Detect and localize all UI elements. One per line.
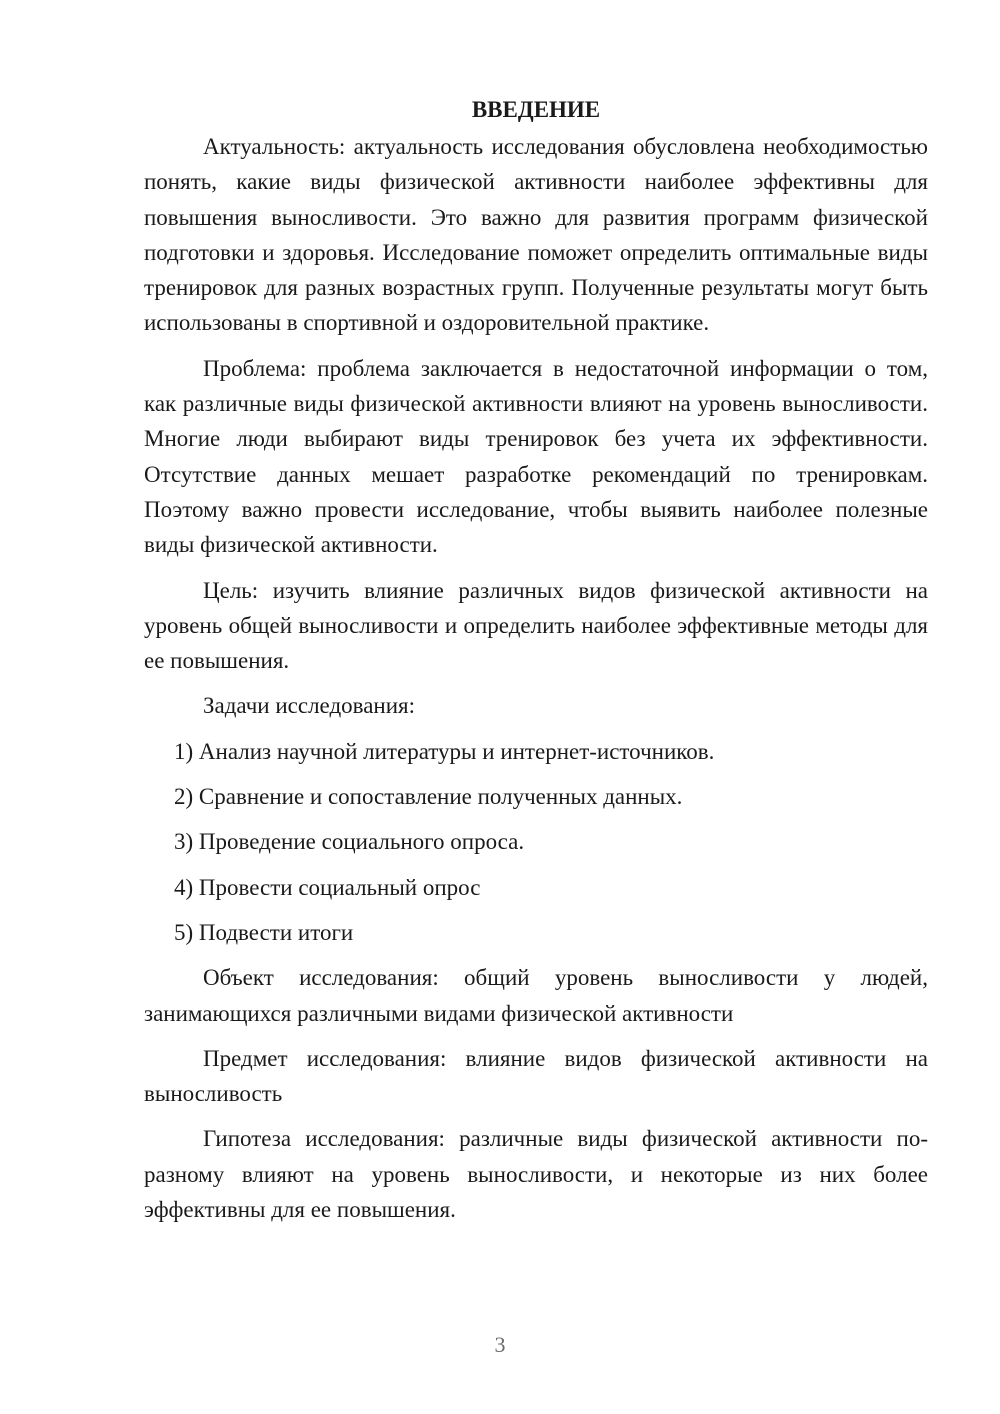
relevance-paragraph: Актуальность: актуальность исследования обусловлена необходимостью понять, какие виды физической активности наиболее эффективны для повышения выносливости. Это важно для развития программ физической подготовки и здоровья. Исследование поможет определить оптимальные виды тренировок для разных возрастных групп. Полученные результаты могут быть использованы в спортивной и оздоровительной практике. bbox=[144, 134, 928, 336]
subject-paragraph: Предмет исследования: влияние видов физической активности на выносливость bbox=[144, 1045, 928, 1107]
task-item: 2) Сравнение и сопоставление полученных данных. bbox=[174, 784, 683, 810]
task-item: 1) Анализ научной литературы и интернет-источников. bbox=[174, 738, 715, 764]
tasks-heading: Задачи исследования: bbox=[203, 693, 416, 719]
goal-paragraph: Цель: изучить влияние различных видов физической активности на уровень общей выносливости и определить наиболее эффективные методы для ее повышения. bbox=[144, 577, 928, 674]
tasks-list bbox=[144, 734, 928, 950]
hypothesis-paragraph: Гипотеза исследования: различные виды физической активности по-разному влияют на уровень выносливости, и некоторые из них более эффективны для ее повышения. bbox=[144, 1126, 928, 1223]
task-item: 4) Провести социальный опрос bbox=[174, 874, 481, 900]
task-item: 3) Проведение социального опроса. bbox=[174, 829, 525, 855]
task-item: 5) Подвести итоги bbox=[174, 919, 354, 945]
section-title: ВВЕДЕНИЕ bbox=[471, 97, 601, 122]
object-paragraph: Объект исследования: общий уровень выносливости у людей, занимающихся различными видами физической активности bbox=[144, 965, 928, 1026]
page-content bbox=[144, 95, 928, 1237]
page-number: 3 bbox=[494, 1332, 506, 1357]
problem-paragraph: Проблема: проблема заключается в недостаточной информации о том, как различные виды физической активности влияют на уровень выносливости. Многие люди выбирают виды тренировок без учета их эффективности. Отсутствие данных мешает разработке рекомендаций по тренировкам. Поэтому важно провести исследование, чтобы выявить наиболее полезные виды физической активности. bbox=[144, 355, 928, 558]
